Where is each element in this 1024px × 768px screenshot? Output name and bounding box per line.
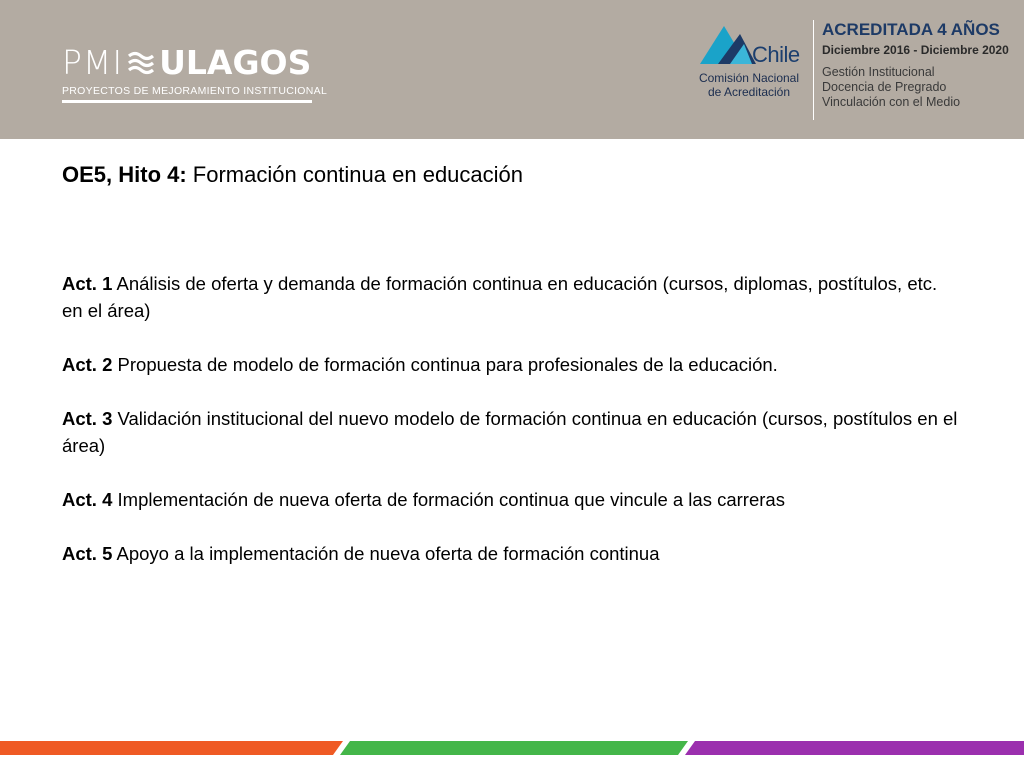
activity-item <box>62 405 962 459</box>
activity-text: Análisis de oferta y demanda de formación continua en educación (cursos, diplomas, postítulos, etc. en el área) <box>62 273 938 321</box>
activity-item <box>62 270 962 324</box>
activity-label: Act. 4 <box>62 489 113 510</box>
activity-text: Implementación de nueva oferta de formación continua que vincule a las carreras <box>112 489 785 510</box>
pmi-logo-subtitle: PROYECTOS DE MEJORAMIENTO INSTITUCIONAL <box>62 85 328 97</box>
footer-stripe-green <box>340 741 688 755</box>
header-band <box>0 0 1024 139</box>
cna-chile-word: Chile <box>752 42 800 67</box>
slide-title-label: OE5, Hito 4: <box>62 162 187 187</box>
accreditation-area: Gestión Institucional <box>822 65 935 79</box>
activity-label: Act. 3 <box>62 408 113 429</box>
pmi-logo-word: PMI <box>62 42 124 82</box>
accreditation-block <box>822 20 1017 110</box>
cna-name-line2: de Acreditación <box>707 85 791 99</box>
activity-label: Act. 1 <box>62 273 113 294</box>
activity-item <box>62 351 962 378</box>
activity-item <box>62 486 962 513</box>
pmi-ulagos-logo <box>62 40 328 110</box>
activity-label: Act. 5 <box>62 543 113 564</box>
cna-name-line1: Comisión Nacional <box>698 71 800 85</box>
accreditation-dates: Diciembre 2016 - Diciembre 2020 <box>822 43 1009 57</box>
activity-list <box>62 270 962 594</box>
footer-stripe-purple <box>685 741 1024 755</box>
slide-title-text: Formación continua en educación <box>186 162 524 187</box>
pmi-logo-underline <box>62 100 312 103</box>
footer-stripes <box>0 741 1024 755</box>
cna-chile-logo <box>690 22 808 112</box>
slide-title <box>62 162 523 188</box>
accreditation-divider <box>813 20 814 120</box>
accreditation-title: ACREDITADA 4 AÑOS <box>822 20 1000 39</box>
activity-text: Apoyo a la implementación de nueva oferta de formación continua <box>112 543 660 564</box>
footer-stripe-orange <box>0 741 343 755</box>
accreditation-area: Docencia de Pregrado <box>822 80 947 94</box>
activity-label: Act. 2 <box>62 354 113 375</box>
ulagos-logo-word: ULAGOS <box>159 42 312 82</box>
waves-icon <box>127 49 155 75</box>
activity-text: Validación institucional del nuevo modelo de formación continua en educación (cursos, postítulos en el área) <box>62 408 958 456</box>
activity-item <box>62 540 962 567</box>
activity-text: Propuesta de modelo de formación continua para profesionales de la educación. <box>112 354 778 375</box>
accreditation-area: Vinculación con el Medio <box>822 95 961 109</box>
